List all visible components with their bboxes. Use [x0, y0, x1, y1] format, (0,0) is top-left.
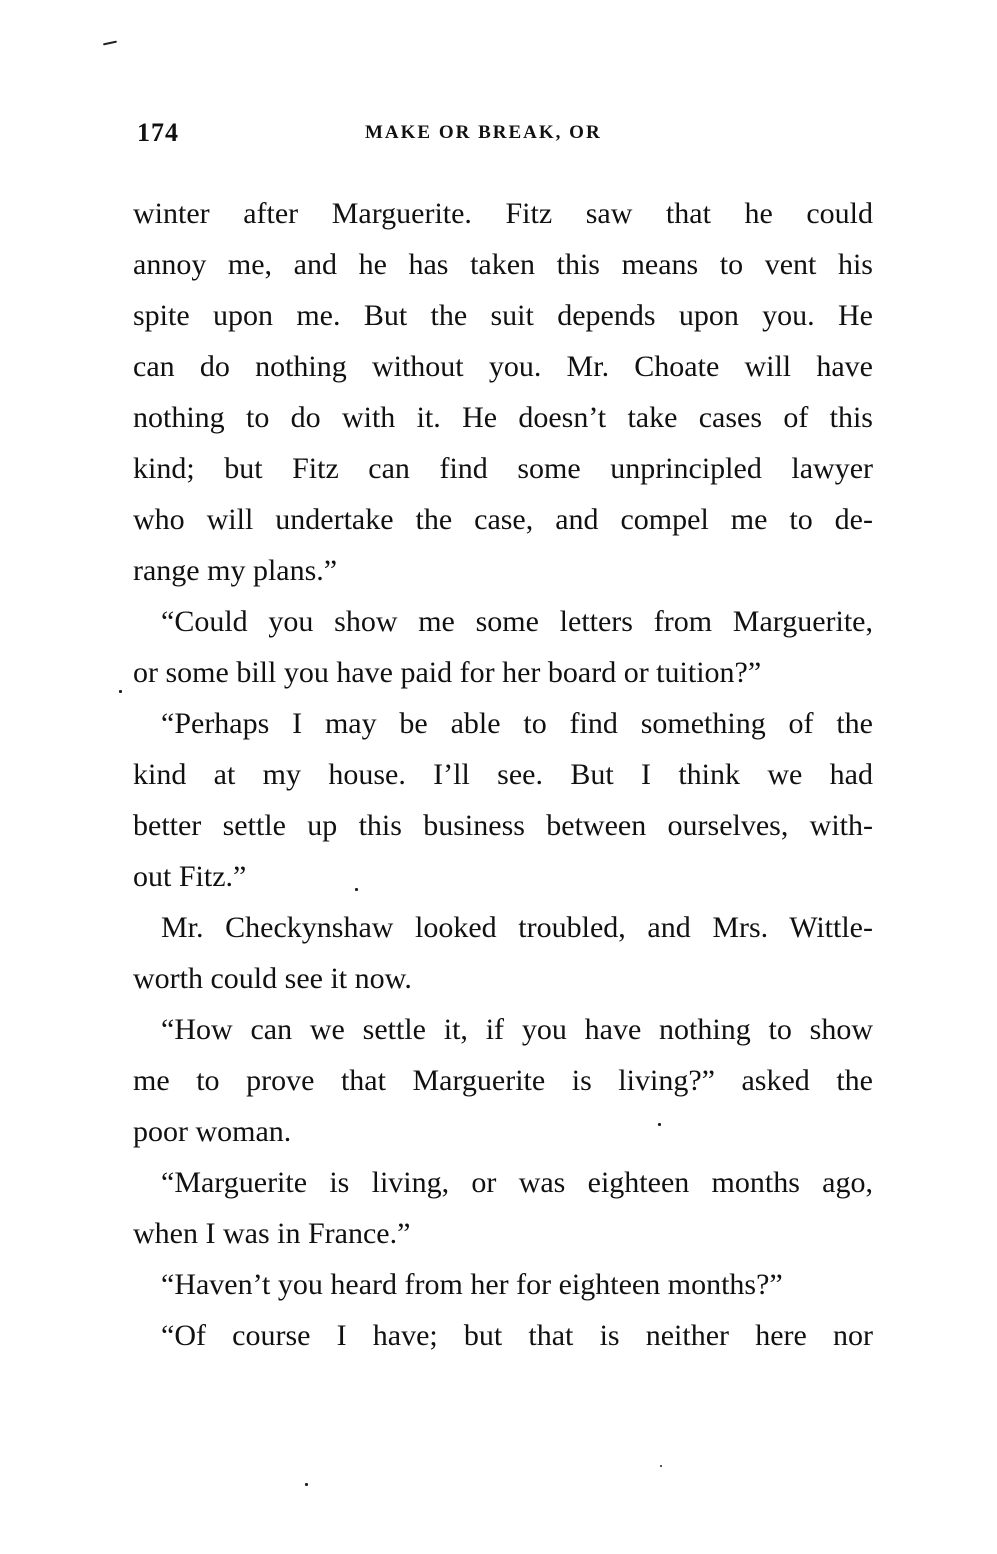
text-line: kind; but Fitz can find some unprincipled lawyer: [133, 452, 873, 485]
text-line: can do nothing without you. Mr. Choate will have: [133, 350, 873, 383]
text-line: range my plans.”: [133, 554, 338, 587]
text-line: kind at my house. I’ll see. But I think we had: [133, 758, 873, 791]
text-line: “Haven’t you heard from her for eighteen months?”: [161, 1268, 783, 1301]
text-line: “How can we settle it, if you have nothing to show: [161, 1013, 873, 1046]
running-header: [133, 118, 873, 158]
text-line: or some bill you have paid for her board or tuition?”: [133, 656, 762, 689]
text-line: worth could see it now.: [133, 962, 412, 995]
page-number: 174: [137, 118, 179, 147]
text-line: “Perhaps I may be able to find something of the: [161, 707, 873, 740]
text-line: annoy me, and he has taken this means to vent his: [133, 248, 873, 281]
text-line: out Fitz.”: [133, 860, 247, 893]
text-line: Mr. Checkynshaw looked troubled, and Mrs. Wittle-: [161, 911, 873, 944]
scan-mark: [103, 41, 117, 46]
text-line: “Of course I have; but that is neither here nor: [161, 1319, 873, 1352]
text-line: spite upon me. But the suit depends upon you. He: [133, 299, 873, 332]
text-line: me to prove that Marguerite is living?” asked the: [133, 1064, 873, 1097]
running-title: MAKE OR BREAK, OR: [365, 122, 602, 143]
text-line: “Could you show me some letters from Marguerite,: [161, 605, 873, 638]
text-line: when I was in France.”: [133, 1217, 411, 1250]
body-text: [133, 188, 873, 1361]
scan-speck: [119, 690, 122, 693]
text-line: poor woman.: [133, 1115, 292, 1148]
scan-speck: [305, 1483, 308, 1486]
text-line: winter after Marguerite. Fitz saw that he could: [133, 197, 873, 230]
text-line: nothing to do with it. He doesn’t take cases of this: [133, 401, 873, 434]
scan-speck: [660, 1465, 662, 1467]
text-line: “Marguerite is living, or was eighteen months ago,: [161, 1166, 873, 1199]
text-line: better settle up this business between ourselves, with-: [133, 809, 873, 842]
text-line: who will undertake the case, and compel me to de-: [133, 503, 873, 536]
